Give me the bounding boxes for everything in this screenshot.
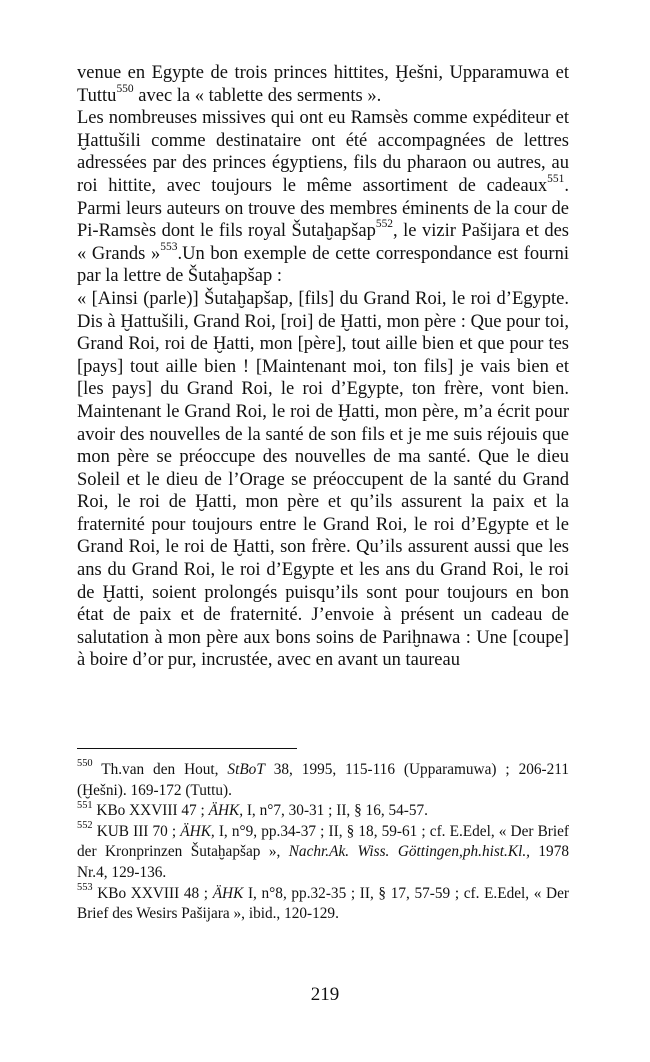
footnote-separator: [77, 748, 297, 749]
paragraph-continuation: venue en Egypte de trois princes hittites, Ḫešni, Upparamuwa et Tuttu$^{550}$ avec la « tablette des serments ».: [77, 63, 569, 106]
page-number: 219: [310, 984, 340, 1005]
paragraph-letter-quote: « [Ainsi (parle)] Šutaḫapšap, [fils] du Grand Roi, le roi d’Egypte. Dis à Ḫattušili, Grand Roi, [roi] de Ḫatti, mon père : Que pour toi, Grand Roi, roi de Ḫatti, mon [père], tout aille bien et que pour tes [pays] tout aille bien ! [Maintenant moi, ton fils] je vais bien et [les pays] du Grand Roi, le roi d’Egypte, ton frère, vont bien. Maintenant le Grand Roi, le roi de Ḫatti, mon père, m’a écrit pour avoir des nouvelles de la santé de son fils et je me suis réjouis que mon père se préoccupe des nouvelles de ma santé. Que le dieu Soleil et le dieu de l’Orage se préoccupent de la santé du Grand Roi, le roi de Ḫatti, mon père et qu’ils assurent la paix et la fraternité pour toujours entre le Grand Roi, le roi d’Egypte et le Grand Roi, le roi de Ḫatti, son frère. Qu’ils assurent aussi que les ans du Grand Roi, le roi d’Egypte et les ans du Grand Roi, le roi de Ḫatti, soient prolongés puisqu’ils sont pour toujours en bon état de paix et de fraternité. J’envoie à présent un cadeau de salutation à mon père aux bons soins de Pariḫnawa : Une [coupe] à boire d’or pur, incrustée, avec en avant un taureau: [77, 288, 569, 671]
footnote: $^{551}$ KBo XXVIII 47 ; ÄHK, I, n°7, 30-31 ; II, § 16, 54-57.: [77, 799, 428, 820]
main-text: [77, 62, 569, 672]
footnote: $^{550}$ Th.van den Hout, StBoT 38, 1995, 115-116 (Upparamuwa) ; 206-211 (Ḫešni). 169-172 (Tuttu).: [77, 758, 569, 799]
footnote-ref[interactable]: 553: [160, 240, 178, 253]
footnote: $^{552}$ KUB III 70 ; ÄHK, I, n°9, pp.34-37 ; II, § 18, 59-61 ; cf. E.Edel, « Der Brief der Kronprinzen Šutaḫapšap », Nachr.Ak. Wiss. Göttingen,ph.hist.Kl., 1978 Nr.4, 129-136.: [77, 820, 569, 881]
footnote-ref[interactable]: 551: [547, 173, 565, 186]
paragraph-missives: Les nombreuses missives qui ont eu Ramsès comme expéditeur et Ḫattušili comme destinataire ont été accompagnées de lettres adressées par des princes égyptiens, fils du pharaon ou autres, au roi hittite, avec toujours le même assortiment de cadeaux$^{551}$. Parmi leurs auteurs on trouve des membres éminents de la cour de Pi-Ramsès dont le fils royal Šutaḫapšap$^{552}$, le vizir Pašijara et des « Grands »$^{553}$.Un bon exemple de cette correspondance est fourni par la lettre de Šutaḫapšap :: [77, 108, 570, 287]
footnote: $^{553}$ KBo XXVIII 48 ; ÄHK I, n°8, pp.32-35 ; II, § 17, 57-59 ; cf. E.Edel, « Der Brief des Wesirs Pašijara », ibid., 120-129.: [77, 881, 569, 923]
footnote-ref[interactable]: 550: [116, 82, 134, 95]
footnote-ref[interactable]: 552: [375, 218, 394, 231]
footnotes: [77, 760, 569, 925]
